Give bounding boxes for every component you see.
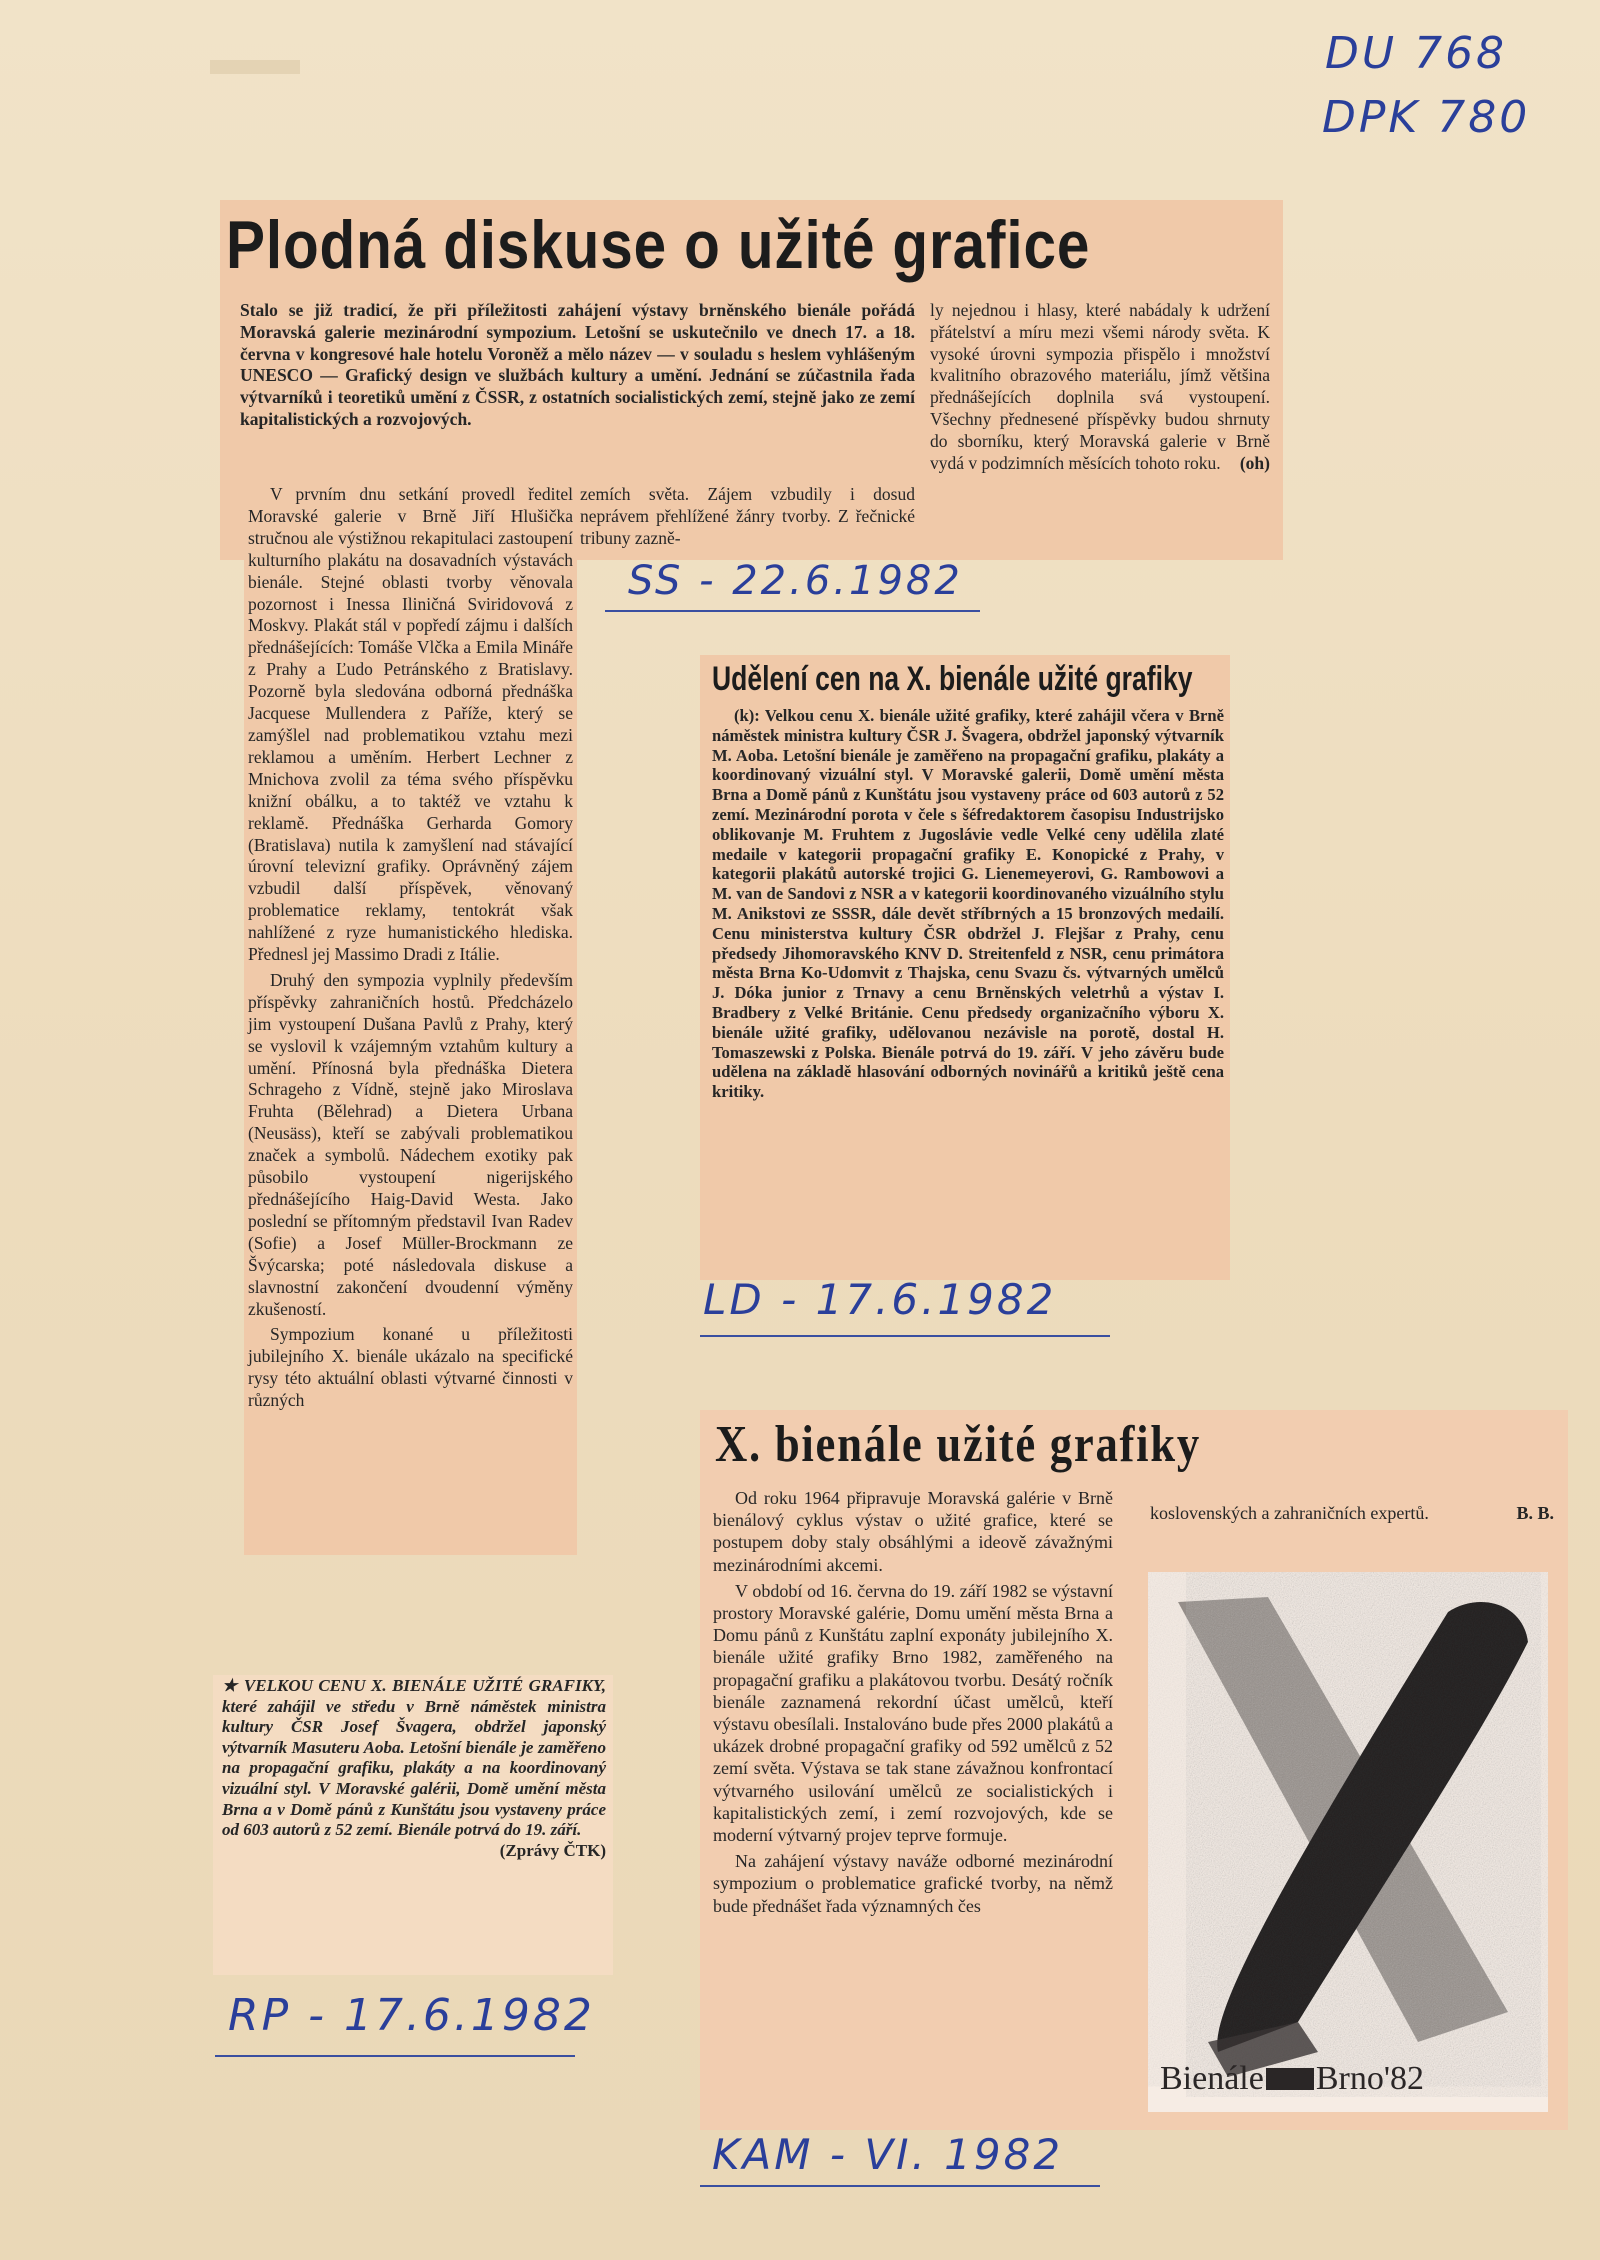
bleed-through-mark <box>210 60 300 74</box>
article1-headline: Plodná diskuse o užité grafice <box>226 207 1091 283</box>
date-kam-handwritten: KAM - VI. 1982 <box>712 2130 1064 2179</box>
article1-lead: Stalo se již tradicí, že při příležitosti zahájení výstavy brněnského bienále pořádá Moravská galerie mezinárodní sympozium. Letošní se uskutečnilo ve dnech 17. a 18. června v kongresové hale hotelu Voroněž a mělo název — v souladu s heslem vyhlášeným UNESCO — Grafický design ve službách kultury a umění. Jednání se zúčastnila řada výtvarníků i teoretiků umění z ČSSR, z ostatních socialistických zemí, stejně jako ze zemí kapitalistických a rozvojových. <box>240 300 915 429</box>
article4-paragraph: V období od 16. června do 19. září 1982 se výstavní prostory Moravské galérie, Domu umění města Brna a Domu pánů z Kunštátu zaplní exponáty jubilejního X. bienále užité grafiky Brno 1982, zaměřeného na propagační grafiku a plakátovou tvorbu. Desátý ročník bienále zaznamená rekordní účast umělců, kteří výstavu obesílali. Instalováno bude přes 2000 plakátů a ukázek drobné propagační grafiky od 592 umělců z 52 zemí světa. Výstava se tak stane závažnou konfrontací výtvarného usilování umělců ze socialistických i kapitalistických zemí, i zemí rozvojových, kde se moderní výtvarný projev teprve formuje. <box>713 1580 1113 1846</box>
date-rp-underline <box>215 2055 575 2057</box>
bienale-logo <box>1160 2060 1424 2098</box>
article3-source: (Zprávy ČTK) <box>499 1840 606 1860</box>
article2-headline: Udělení cen na X. bienále užité grafiky <box>712 660 1193 698</box>
article1-right-text: ly nejednou i hlasy, které nabádaly k udržení přátelství a míru mezi všemi národy světa. K vysoké úrovni sympozia přispělo i množství kvalitního obrazového materiálu, jímž většina přednášejících doplnila svá vystoupení. Všechny přednesené příspěvky budou shrnuty do sborníku, který Moravská galerie v Brně vydá v podzimních měsících tohoto roku. <box>930 300 1270 473</box>
article4-paragraph: Od roku 1964 připravuje Moravská galérie v Brně bienálový cyklus výstav o užité grafice, které se postupem doby staly obsáhlými a ideově závažnými mezinárodními akcemi. <box>713 1488 1113 1575</box>
article4-signature: B. B. <box>1516 1503 1554 1523</box>
article4-headline: X. bienále užité grafiky <box>715 1416 1201 1473</box>
article1-paragraph: Druhý den sympozia vyplnily především příspěvky zahraničních hostů. Předcházelo jim vystoupení Dušana Pavlů z Prahy, který se vyslovil k vzájemným vztahům kultury a umění. Přínosná byla přednáška Dietera Schrageho z Vídně, stejně jako Miroslava Fruhta (Bělehrad) a Dietera Urbana (Neusäss), kteří se zabývali problematikou značek a symbolů. Nádechem exotiky pak působilo vystoupení nigerijského přednášejícího Haig-David Westa. Jako poslední se přítomným představil Ivan Radev (Sofie) a Josef Müller-Brockmann ze Švýcarska; poté následovala diskuse a slavnostní zakončení dvoudenní výměny zkušeností. <box>248 969 573 1319</box>
article4-paragraph: Na zahájení výstavy naváže odborné mezinárodní sympozium o problematice grafické tvorby, na němž bude přednášet řada významných čes <box>713 1851 1113 1916</box>
article3-body: ★ VELKOU CENU X. BIENÁLE UŽITÉ GRAFIKY, které zahájil ve středu v Brně náměstek ministra kultury ČSR Josef Švagera, obdržel japonský výtvarník Masuteru Aoba. Letošní bienále je zaměřeno na propagační grafiku, plakáty a na koordinovaný vizuální styl. V Moravské galérii, Domě umění města Brna a v Domě pánů z Kunštátu jsou vystaveny práce od 603 autorů z 52 zemí. Bienále potrvá do 19. září. <box>222 1676 606 1840</box>
article1-paragraph: Sympozium konané u příležitosti jubilejního X. bienále ukázalo na specifické rysy této aktuální oblasti výtvarné činnosti v různých <box>248 1324 573 1411</box>
article1-col-mid: zemích světa. Zájem vzbudily i dosud neprávem přehlížené žánry tvorby. Z řečnické tribuny zazně- <box>580 484 915 548</box>
bienale-logo-bar <box>1266 2068 1314 2090</box>
archive-ref-2: DPK 780 <box>1322 92 1531 143</box>
article3-text <box>222 1676 606 1861</box>
bienale-poster-image <box>1148 1572 1548 2112</box>
date-ss-underline <box>605 610 980 612</box>
article4-col-left <box>713 1487 1113 1921</box>
date-kam-underline <box>700 2185 1100 2187</box>
date-ss-handwritten: SS - 22.6.1982 <box>628 558 963 604</box>
article1-signature: (oh) <box>1239 452 1270 473</box>
article1-col-right <box>930 300 1270 474</box>
date-ld-underline <box>700 1335 1110 1337</box>
article1-col-left <box>248 484 573 1416</box>
bienale-logo-left: Bienále <box>1160 2060 1264 2097</box>
x-brushstroke-graphic <box>1148 1572 1548 2112</box>
date-rp-handwritten: RP - 17.6.1982 <box>228 1990 595 2041</box>
archive-ref-1: DU 768 <box>1325 28 1508 79</box>
article4-col-right <box>1150 1502 1554 1524</box>
article1-paragraph: V prvním dnu setkání provedl ředitel Moravské galerie v Brně Jiří Hlušička stručnou ale výstižnou rekapitulaci zastoupení kulturního plakátu na dosavadních výstavách bienále. Stejné oblasti tvorby věnovala pozornost i Inessa Iliničná Sviridovová z Moskvy. Plakát stál v popředí zájmu i dalších přednášejících: Tomáše Vlčka a Emila Mináře z Prahy a Ľudo Petránského z Bratislavy. Pozorně byla sledována odborná přednáška Jacquese Mullendera z Paříže, který se zamýšlel nad problematikou vztahu mezi reklamou a uměním. Herbert Lechner z Mnichova zvolil za téma svého příspěvku knižní obálku, a to taktéž ve vztahu k reklamě. Přednáška Gerharda Gomory (Bratislava) nutila k zamyšlení nad stávající úrovní televizní grafiky. Oprávněný zájem vzbudil další příspěvek, věnovaný problematice reklamy, tentokrát však nahlížené z ryze humanistického hlediska. Přednesl jej Massimo Dradi z Itálie. <box>248 484 573 965</box>
date-ld-handwritten: LD - 17.6.1982 <box>703 1275 1057 1324</box>
article2-text: (k): Velkou cenu X. bienále užité grafiky, které zahájil včera v Brně náměstek ministra kultury ČSR J. Švagera, obdržel japonský výtvarník M. Aoba. Letošní bienále je zaměřeno na propagační grafiku, plakáty a koordinovaný vizuální styl. V Moravské galerii, Domě umění města Brna a Domě pánů z Kunštátu jsou vystaveny práce od 603 autorů z 52 zemí. Mezinárodní porota v čele s šéfredaktorem časopisu Industrijsko oblikovanje M. Fruhtem z Jugoslávie vedle Velké ceny udělila zlaté medaile v kategorii propagační grafiky E. Konopické z Prahy, v kategorii plakátů autorské trojici G. Lienemeyerovi, G. Rambowovi a M. van de Sandovi z NSR a v kategorii koordinovaného vizuálního stylu M. Anikstovi ze SSSR, dále devět stříbrných a 15 bronzových medailí. Cenu ministerstva kultury ČSR obdržel J. Flejšar z Prahy, cenu předsedy Jihomoravského KNV D. Streitenfeld z NSR, cenu primátora města Brna Ko-Udomvit z Thajska, cenu Svazu čs. výtvarných umělců J. Dóka junior z Trnavy a cenu Brněnských veletrhů a výstav I. Bradbery z Velké Británie. Cenu předsedy organizačního výboru X. bienále užité grafiky, udělovanou nezávisle na porotě, dostal H. Tomaszewski z Polska. Bienále potrvá do 19. září. V jeho závěru bude udělena na základě hlasování odborných novinářů a kritiků ještě cena kritiky. <box>712 706 1224 1102</box>
bienale-logo-right: Brno'82 <box>1315 2060 1424 2097</box>
article4-col2-text: koslovenských a zahraničních expertů. <box>1150 1503 1429 1523</box>
